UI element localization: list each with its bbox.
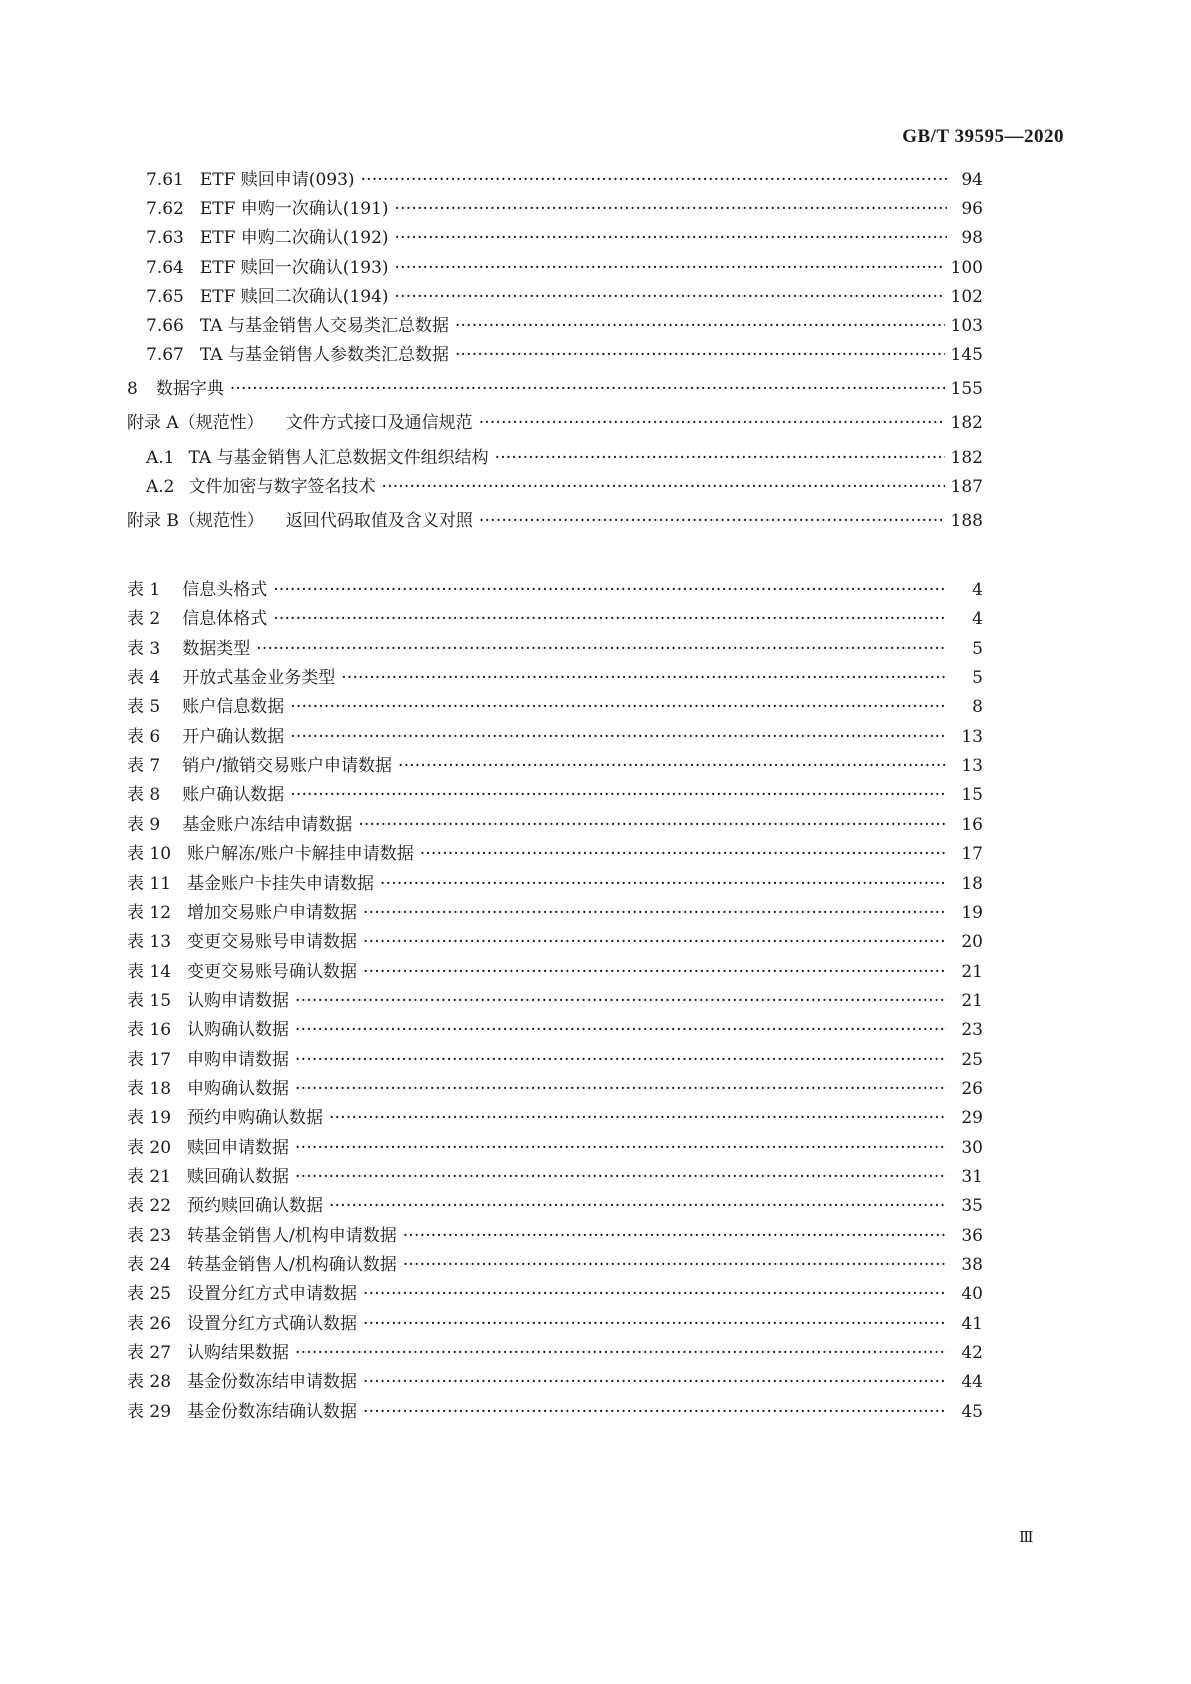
dot-leader [395,256,945,280]
toc-entry-page: 23 [961,1020,983,1041]
page-number: Ⅲ [1019,1530,1034,1546]
toc-entry-title: TA 与基金销售人汇总数据文件组织结构 [188,448,489,468]
toc-entry-page: 188 [950,511,983,531]
dot-leader [358,813,947,837]
dot-leader [363,1312,947,1336]
toc-entry-number: 表 11 [127,873,172,894]
toc-entry-title: 信息头格式 [182,580,268,600]
toc-entry-page: 36 [961,1225,983,1246]
dot-leader [329,1194,947,1218]
toc-entry-title: 基金份数冻结确认数据 [187,1401,358,1422]
toc-entry-page: 4 [972,609,983,630]
toc-entry-number: 表 15 [127,990,172,1011]
toc-entry-title: 信息体格式 [182,609,268,630]
toc-entry-number: 表 14 [127,961,172,982]
toc-entry-title: 文件加密与数字签名技术 [188,477,376,497]
toc-entry-page: 38 [961,1255,983,1276]
toc-entry-page: 29 [961,1108,983,1129]
dot-leader [230,377,945,401]
toc-entry[interactable] [127,695,983,719]
toc-entry[interactable] [146,475,983,499]
toc-entry-page: 31 [961,1167,983,1187]
toc-entry-number: 表 10 [127,844,172,865]
toc-entry-page: 42 [961,1343,983,1364]
toc-entry-title: 认购申请数据 [187,990,290,1011]
toc-entry[interactable] [127,1341,983,1365]
toc-entry-number: 7.65 [146,287,184,307]
toc-entry-title: 数据字典 [155,379,224,399]
toc-entry-number: 7.63 [146,228,184,248]
toc-entry-number: 表 25 [127,1284,172,1305]
dot-leader [420,842,947,866]
toc-entry-title: 基金账户冻结申请数据 [182,814,353,835]
dot-leader [341,666,947,690]
toc-entry-page: 17 [961,844,983,865]
toc-entry-page: 40 [961,1284,983,1305]
toc-entry[interactable] [127,1282,983,1306]
toc-entry[interactable] [146,168,983,192]
toc-entry-number: 表 5 [127,697,161,718]
toc-entry-number: 表 21 [127,1167,172,1187]
toc-entry-title: 赎回确认数据 [187,1167,290,1187]
toc-entry-page: 26 [961,1078,983,1099]
toc-entry[interactable] [127,901,983,925]
toc-entry-number: 表 13 [127,932,172,953]
toc-entry-title: 返回代码取值及含义对照 [285,511,473,531]
toc-entry-title: 设置分红方式确认数据 [187,1313,358,1334]
toc-entry[interactable] [146,285,983,309]
toc-entry[interactable] [127,842,983,866]
toc-entry-page: 98 [961,228,983,248]
toc-entry-number: 附录 B（规范性） [127,511,264,531]
toc-entry-page: 21 [961,961,983,982]
dot-leader [398,754,947,778]
toc-entry[interactable] [127,989,983,1013]
toc-entry-page: 182 [950,448,983,468]
toc-entry-page: 96 [961,199,983,219]
toc-entry[interactable] [146,256,983,280]
dot-leader [479,411,945,435]
toc-entry-number: 表 6 [127,726,161,747]
toc-entry-title: 账户解冻/账户卡解挂申请数据 [187,844,414,865]
dot-leader [363,930,947,954]
toc-entry-title: 变更交易账号申请数据 [187,932,358,953]
dot-leader [403,1224,947,1248]
toc-entry[interactable] [127,783,983,807]
toc-entry-title: 销户/撤销交易账户申请数据 [182,756,392,777]
dot-leader [363,1370,947,1394]
dot-leader [380,872,947,896]
toc-entry-page: 102 [950,287,983,307]
toc-entry-number: 7.67 [146,345,184,365]
toc-entry-number: 表 26 [127,1313,172,1334]
toc-entry[interactable] [127,411,983,435]
toc-entry[interactable] [127,509,983,533]
toc-entry-title: 预约赎回确认数据 [187,1196,324,1217]
toc-entry-number: 表 2 [127,609,161,630]
toc-entry[interactable] [127,1018,983,1042]
toc-entry-number: 表 22 [127,1196,172,1217]
dot-leader [363,1282,947,1306]
toc-entry[interactable] [127,1224,983,1248]
toc-entry[interactable] [127,1194,983,1218]
toc-entry-page: 187 [950,477,983,497]
dot-leader [295,1341,947,1365]
toc-entry[interactable] [146,226,983,250]
dot-leader [363,1400,947,1424]
toc-entry-number: 7.64 [146,258,184,278]
toc-entry-page: 5 [972,668,983,689]
toc-entry[interactable] [127,1400,983,1424]
dot-leader [361,168,947,192]
toc-entry[interactable] [127,1165,983,1189]
toc-entry-page: 30 [961,1137,983,1158]
toc-entry[interactable] [127,1048,983,1072]
toc-entry-number: 表 20 [127,1137,172,1158]
toc-entry-page: 21 [961,990,983,1011]
dot-leader [295,1018,947,1042]
toc-entry-page: 8 [972,697,983,718]
toc-entry-title: ETF 赎回申请(093) [199,170,355,190]
dot-leader [290,695,947,719]
dot-leader [395,285,945,309]
toc-entry[interactable] [127,1253,983,1277]
toc-entry-title: 申购确认数据 [187,1078,290,1099]
toc-entry-page: 45 [961,1401,983,1422]
toc-entry-page: 13 [961,756,983,777]
toc-entry-title: 变更交易账号确认数据 [187,961,358,982]
toc-entry-number: 表 28 [127,1372,172,1393]
toc-entry-title: 转基金销售人/机构确认数据 [187,1255,397,1276]
toc-entry[interactable] [127,960,983,984]
dot-leader [290,783,947,807]
toc-entry-number: 表 8 [127,785,161,806]
toc-entry-page: 20 [961,932,983,953]
toc-entry-number: 附录 A（规范性） [127,413,264,433]
toc-entry-title: 基金份数冻结申请数据 [187,1372,358,1393]
toc-entry-title: 文件方式接口及通信规范 [285,413,473,433]
toc-entry-number: 表 19 [127,1108,172,1129]
toc-entry-title: TA 与基金销售人参数类汇总数据 [199,345,449,365]
dot-leader [395,197,947,221]
toc-entry-title: 开放式基金业务类型 [182,668,336,689]
toc-entry-page: 25 [961,1049,983,1070]
toc-entry-page: 5 [972,638,983,659]
dot-leader [395,226,947,250]
dot-leader [455,314,945,338]
toc-entry[interactable] [127,1077,983,1101]
toc-entry-title: 认购确认数据 [187,1020,290,1041]
toc-entry-page: 94 [961,170,983,190]
toc-entry[interactable] [127,872,983,896]
toc-entry-number: 7.66 [146,316,184,336]
toc-entry-number: 7.61 [146,170,184,190]
toc-entry[interactable] [146,197,983,221]
toc-entry[interactable] [127,607,983,631]
toc-entry-title: ETF 赎回二次确认(194) [199,287,389,307]
toc-entry-title: ETF 申购二次确认(192) [199,228,389,248]
dot-leader [273,607,947,631]
dot-leader [455,343,945,367]
toc-entry[interactable] [127,930,983,954]
toc-entry[interactable] [127,377,983,401]
dot-leader [479,509,945,533]
dot-leader [295,1048,947,1072]
toc-entry-title: 预约申购确认数据 [187,1108,324,1129]
toc-entry[interactable] [127,1370,983,1394]
toc-entry-number: 表 7 [127,756,161,777]
toc-entry-page: 41 [961,1313,983,1334]
toc-entry-page: 18 [961,873,983,894]
toc-entry[interactable] [127,666,983,690]
toc-entry[interactable] [146,446,983,470]
toc-entry-page: 182 [950,413,983,433]
toc-entry-number: 表 3 [127,638,161,659]
toc-entry-number: A.1 [146,448,175,468]
dot-leader [382,475,945,499]
dot-leader [295,1077,947,1101]
toc-entry-number: 表 23 [127,1225,172,1246]
toc-entry-page: 35 [961,1196,983,1217]
toc-entry-page: 16 [961,814,983,835]
toc-entry[interactable] [127,754,983,778]
toc-entry-page: 4 [972,580,983,600]
toc-entry-title: TA 与基金销售人交易类汇总数据 [199,316,449,336]
toc-entry-title: 账户信息数据 [182,697,285,718]
toc-entry-title: 申购申请数据 [187,1049,290,1070]
toc-entry-page: 19 [961,902,983,923]
toc-entry[interactable] [127,637,983,661]
toc-entry-title: 转基金销售人/机构申请数据 [187,1225,397,1246]
toc-entry-title: 数据类型 [182,638,251,659]
toc-entry-title: 赎回申请数据 [187,1137,290,1158]
dot-leader [295,1136,947,1160]
toc-entry-title: ETF 赎回一次确认(193) [199,258,389,278]
toc-entry-number: 表 24 [127,1255,172,1276]
toc-entry-number: 7.62 [146,199,184,219]
toc-entry-number: 表 29 [127,1401,172,1422]
toc-entry-title: 账户确认数据 [182,785,285,806]
toc-entry-page: 103 [950,316,983,336]
toc-entry-number: 表 1 [127,580,161,600]
toc-entry-page: 145 [950,345,983,365]
toc-entry[interactable] [127,1136,983,1160]
dot-leader [295,1165,947,1189]
toc-entry-page: 155 [950,379,983,399]
toc-entry-page: 100 [950,258,983,278]
toc-entry[interactable] [127,813,983,837]
toc-entry-number: 表 18 [127,1078,172,1099]
toc-entry-page: 13 [961,726,983,747]
toc-entry[interactable] [127,578,983,602]
toc-entry[interactable] [127,725,983,749]
toc-entry-number: 表 27 [127,1343,172,1364]
toc-entry-title: 设置分红方式申请数据 [187,1284,358,1305]
dot-leader [256,637,947,661]
toc-entry-number: 表 16 [127,1020,172,1041]
toc-entry-number: A.2 [146,477,175,497]
toc-entry-number: 8 [127,379,138,399]
dot-leader [363,960,947,984]
dot-leader [290,725,947,749]
toc-entry-number: 表 17 [127,1049,172,1070]
dot-leader [295,989,947,1013]
toc-entry[interactable] [127,1106,983,1130]
toc-entry-title: 开户确认数据 [182,726,285,747]
toc-entry-page: 44 [961,1372,983,1393]
toc-entry-page: 15 [961,785,983,806]
toc-entry-title: 基金账户卡挂失申请数据 [187,873,375,894]
toc-entry-number: 表 4 [127,668,161,689]
dot-leader [273,578,947,602]
dot-leader [403,1253,947,1277]
toc-entry[interactable] [146,343,983,367]
toc-entry-title: 增加交易账户申请数据 [187,902,358,923]
toc-entry-number: 表 9 [127,814,161,835]
toc-entry[interactable] [146,314,983,338]
toc-entry-title: ETF 申购一次确认(191) [199,199,389,219]
dot-leader [495,446,945,470]
dot-leader [363,901,947,925]
dot-leader [329,1106,947,1130]
toc-entry[interactable] [127,1312,983,1336]
toc-entry-title: 认购结果数据 [187,1343,290,1364]
standard-number: GB/T 39595—2020 [902,126,1064,147]
toc-entry-number: 表 12 [127,902,172,923]
